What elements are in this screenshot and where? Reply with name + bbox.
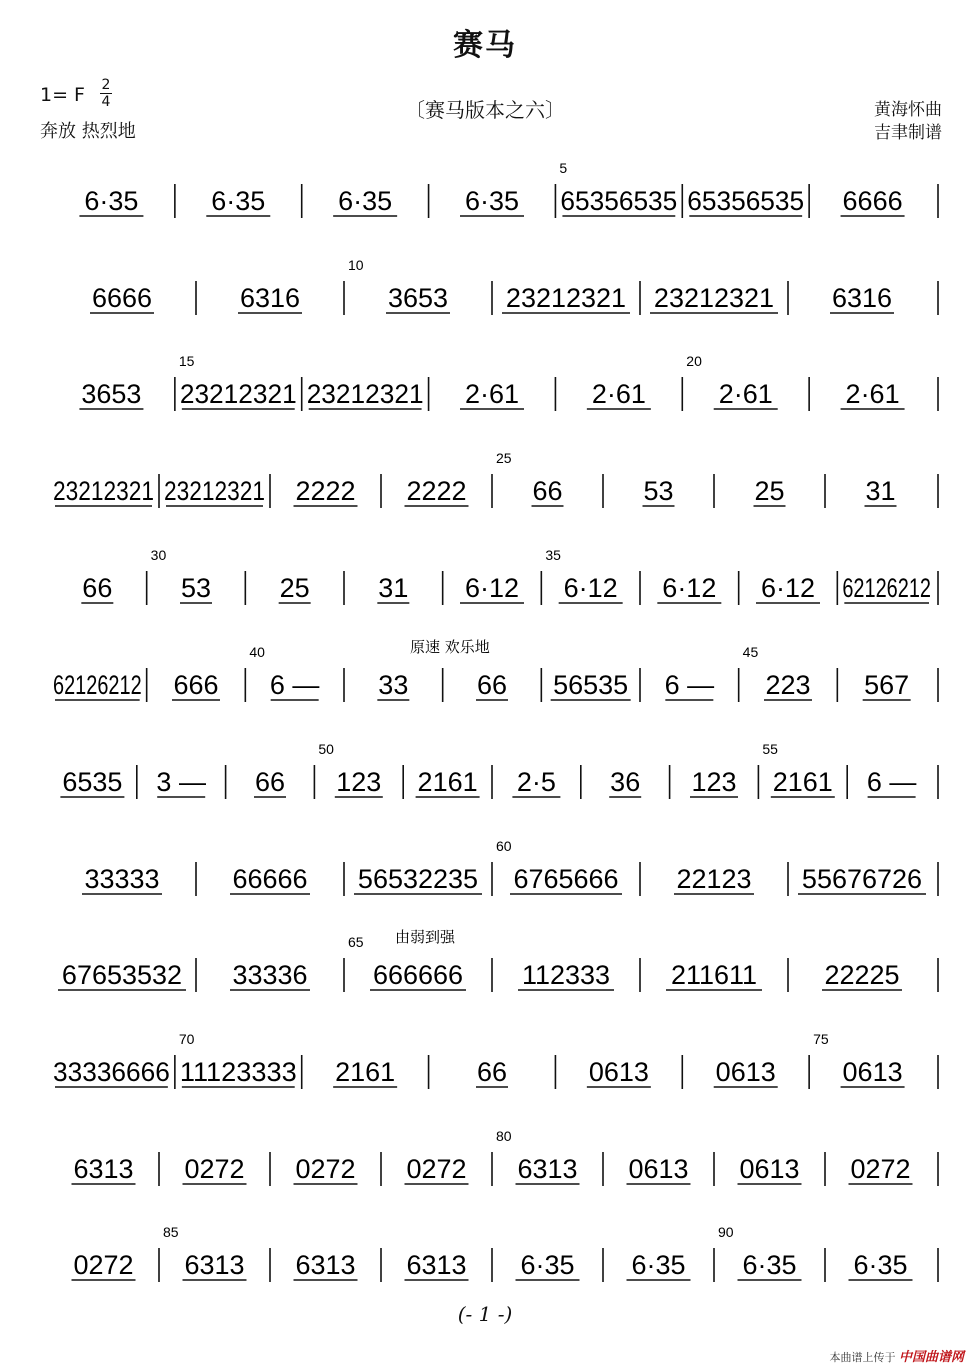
measure-notes: 0272 bbox=[295, 1154, 356, 1184]
measure-notes: 6·35 bbox=[464, 186, 520, 216]
measure-notes: 62126212 bbox=[53, 670, 142, 700]
footer bbox=[829, 1346, 964, 1365]
measure-notes: 6·35 bbox=[338, 186, 393, 216]
measure-notes: 0613 bbox=[739, 1154, 800, 1184]
site-logo: 中国曲谱网 bbox=[898, 1350, 964, 1365]
measure-notes: 25 bbox=[279, 573, 310, 603]
measure-notes: 22225 bbox=[824, 960, 900, 990]
measure-number: 10 bbox=[348, 257, 364, 273]
measure-notes: 6·12 bbox=[662, 573, 717, 603]
measure-number: 50 bbox=[318, 741, 334, 757]
measure-notes: 223 bbox=[765, 670, 811, 700]
score-system bbox=[72, 1128, 939, 1186]
measure-notes: 6313 bbox=[295, 1250, 356, 1280]
measure-notes: 666666 bbox=[372, 960, 464, 990]
measure-notes: 23212321 bbox=[53, 476, 154, 506]
measure-notes: 65356535 bbox=[687, 186, 805, 216]
measure-number: 65 bbox=[348, 934, 364, 950]
measure-number: 30 bbox=[150, 547, 167, 563]
transcriber: 吉聿制谱 bbox=[874, 123, 942, 143]
measure-notes: 666 bbox=[173, 670, 219, 700]
measure-notes: 36 bbox=[610, 767, 641, 797]
measure-notes: 53 bbox=[180, 573, 212, 603]
measure-notes: 6313 bbox=[406, 1250, 467, 1280]
measure-notes: 55676726 bbox=[801, 864, 923, 894]
measure-notes: 25 bbox=[754, 476, 785, 506]
measure-notes: 6313 bbox=[73, 1154, 134, 1184]
measure-notes: 22123 bbox=[676, 864, 752, 894]
measure-number: 80 bbox=[496, 1128, 512, 1144]
measure-notes: 6 — bbox=[269, 670, 320, 700]
measure-notes: 6666 bbox=[91, 283, 153, 313]
measure-notes: 112333 bbox=[521, 960, 611, 990]
measure-notes: 2·61 bbox=[591, 379, 646, 409]
score-system bbox=[82, 838, 938, 896]
measure-notes: 33336666 bbox=[53, 1057, 170, 1087]
measure-notes: 6·35 bbox=[211, 186, 266, 216]
measure-notes: 6·35 bbox=[520, 1250, 575, 1280]
measure-number: 55 bbox=[762, 741, 778, 757]
measure-notes: 2161 bbox=[772, 767, 833, 797]
measure-notes: 3653 bbox=[81, 379, 142, 409]
measure-notes: 23212321 bbox=[505, 283, 627, 313]
measure-number: 25 bbox=[496, 450, 512, 466]
measure-number: 70 bbox=[178, 1031, 195, 1047]
measure-notes: 567 bbox=[864, 670, 910, 700]
score-system bbox=[72, 1224, 939, 1282]
measure-notes: 67653532 bbox=[61, 960, 183, 990]
measure-notes: 31 bbox=[378, 573, 409, 603]
measure-notes: 6·35 bbox=[84, 186, 139, 216]
measure-notes: 2222 bbox=[295, 476, 356, 506]
measure-number: 20 bbox=[686, 353, 702, 369]
measure-notes: 6666 bbox=[842, 186, 903, 216]
measure-notes: 0272 bbox=[184, 1154, 245, 1184]
measure-number: 60 bbox=[496, 838, 512, 854]
measure-notes: 6·35 bbox=[631, 1250, 686, 1280]
measure-notes: 66 bbox=[532, 476, 563, 506]
measure-notes: 0272 bbox=[406, 1154, 467, 1184]
measure-notes: 2·61 bbox=[464, 379, 520, 409]
measure-notes: 66 bbox=[82, 573, 113, 603]
measure-notes: 6316 bbox=[831, 283, 893, 313]
measure-notes: 6·12 bbox=[464, 573, 520, 603]
measure-number: 45 bbox=[742, 644, 759, 660]
measure-notes: 6765666 bbox=[513, 864, 619, 894]
expression-annotation: 原速 欢乐地 bbox=[410, 638, 490, 656]
measure-notes: 0272 bbox=[850, 1154, 911, 1184]
measure-number: 5 bbox=[559, 160, 568, 176]
measure-notes: 56535 bbox=[553, 670, 629, 700]
measure-notes: 0613 bbox=[842, 1057, 903, 1087]
measure-notes: 66666 bbox=[232, 864, 308, 894]
measure-notes: 6·35 bbox=[853, 1250, 908, 1280]
measure-notes: 2·61 bbox=[845, 379, 900, 409]
measure-notes: 2161 bbox=[335, 1057, 396, 1087]
measure-notes: 0272 bbox=[73, 1250, 134, 1280]
score-system bbox=[53, 450, 938, 508]
measure-notes: 2222 bbox=[406, 476, 467, 506]
measure-notes: 66 bbox=[476, 670, 508, 700]
measure-notes: 6 — bbox=[866, 767, 917, 797]
measure-notes: 123 bbox=[691, 767, 737, 797]
measure-notes: 33336 bbox=[232, 960, 308, 990]
score-system bbox=[81, 547, 938, 605]
score-system bbox=[60, 741, 938, 799]
measure-notes: 6535 bbox=[62, 767, 123, 797]
measure-notes: 123 bbox=[336, 767, 382, 797]
measure-number: 90 bbox=[718, 1224, 734, 1240]
measure-notes: 2·61 bbox=[718, 379, 773, 409]
measure-notes: 23212321 bbox=[179, 379, 297, 409]
measure-notes: 6·12 bbox=[760, 573, 816, 603]
measure-notes: 23212321 bbox=[653, 283, 775, 313]
measure-notes: 6·35 bbox=[742, 1250, 797, 1280]
tempo-marking: 奔放 热烈地 bbox=[40, 121, 136, 142]
measure-notes: 23212321 bbox=[306, 379, 424, 409]
subtitle: 〔赛马版本之六〕 bbox=[405, 98, 565, 122]
page-number: (- 1 -) bbox=[457, 1302, 513, 1326]
score-system bbox=[58, 934, 938, 992]
measure-notes: 3 — bbox=[156, 767, 206, 797]
page-title: 赛马 bbox=[453, 28, 517, 63]
measure-notes: 0613 bbox=[588, 1057, 649, 1087]
measure-notes: 66 bbox=[254, 767, 286, 797]
composer: 黄海怀曲 bbox=[874, 100, 942, 120]
key-signature: 1= F bbox=[40, 84, 85, 106]
measure-notes: 211611 bbox=[670, 960, 758, 990]
measure-number: 15 bbox=[178, 353, 195, 369]
footer-text: 本曲谱上传于 bbox=[829, 1351, 896, 1364]
measure-number: 40 bbox=[249, 644, 265, 660]
measure-notes: 66 bbox=[476, 1057, 508, 1087]
measure-notes: 0613 bbox=[715, 1057, 776, 1087]
measure-notes: 65356535 bbox=[560, 186, 678, 216]
measure-notes: 6 — bbox=[664, 670, 715, 700]
measure-notes: 11123333 bbox=[179, 1057, 297, 1087]
measure-notes: 56532235 bbox=[357, 864, 479, 894]
measure-notes: 0613 bbox=[628, 1154, 689, 1184]
score-system bbox=[53, 644, 938, 702]
measure-notes: 6313 bbox=[184, 1250, 245, 1280]
measure-notes: 33333 bbox=[84, 864, 160, 894]
score-system bbox=[79, 160, 938, 218]
measure-notes: 6·12 bbox=[563, 573, 618, 603]
score-system bbox=[53, 1031, 938, 1089]
measure-notes: 62126212 bbox=[842, 573, 932, 603]
score-system bbox=[90, 257, 938, 315]
time-signature-top: 2 bbox=[101, 77, 111, 93]
measure-notes: 31 bbox=[865, 476, 896, 506]
measure-number: 85 bbox=[163, 1224, 179, 1240]
measure-notes: 6316 bbox=[239, 283, 301, 313]
measure-notes: 3653 bbox=[387, 283, 449, 313]
expression-annotation: 由弱到强 bbox=[395, 928, 456, 946]
time-signature-bottom: 4 bbox=[101, 94, 111, 110]
measure-number: 75 bbox=[813, 1031, 829, 1047]
measure-notes: 6313 bbox=[517, 1154, 578, 1184]
score-system bbox=[79, 353, 938, 411]
measure-number: 35 bbox=[545, 547, 561, 563]
measure-notes: 2161 bbox=[417, 767, 478, 797]
measure-notes: 23212321 bbox=[164, 476, 265, 506]
measure-notes: 33 bbox=[378, 670, 409, 700]
measure-notes: 53 bbox=[643, 476, 674, 506]
measure-notes: 2·5 bbox=[516, 767, 556, 797]
